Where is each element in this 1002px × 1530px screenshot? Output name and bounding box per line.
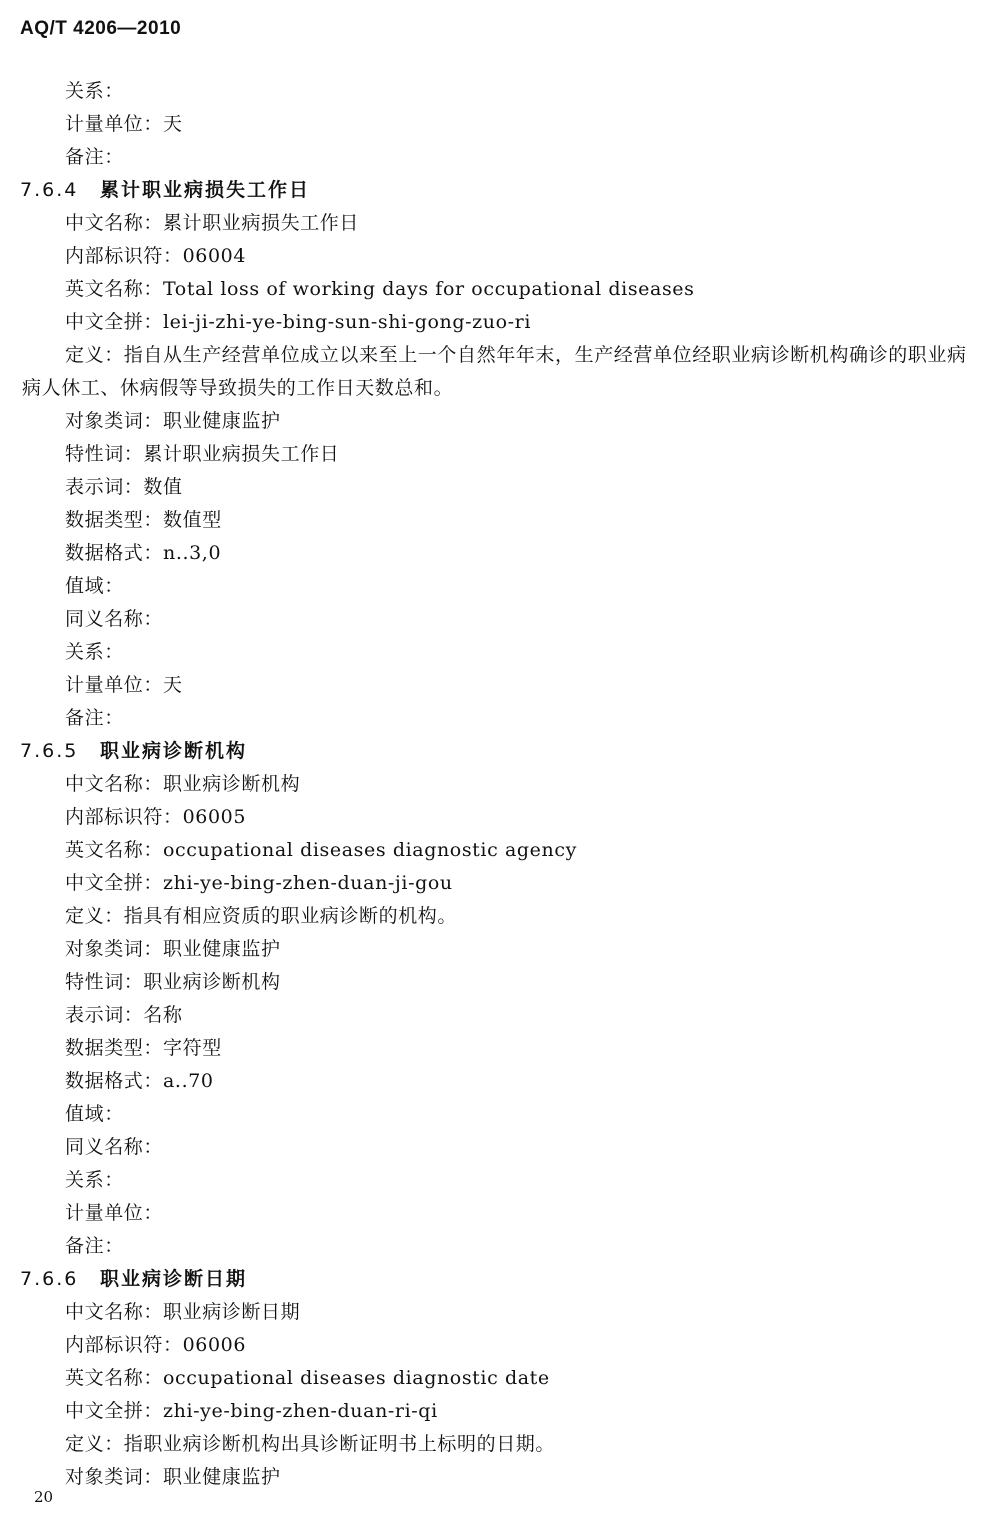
text-line: 值域： (65, 1103, 124, 1125)
text-line: 内部标识符：06004 (65, 245, 247, 267)
text-line: 表示词：名称 (65, 1004, 183, 1026)
section-number: 7.6.4 (20, 179, 79, 201)
text-line: 中文名称：职业病诊断机构 (65, 773, 301, 795)
text-line: 内部标识符：06005 (65, 806, 247, 828)
definition-paragraph: 定义：指自从生产经营单位成立以来至上一个自然年年末，生产经营单位经职业病诊断机构确诊的职业病病人休工、休病假等导致损失的工作日天数总和。 (22, 344, 967, 399)
section-title: 累计职业病损失工作日 (100, 179, 311, 201)
section-title: 职业病诊断机构 (100, 740, 248, 762)
text-line: 中文全拼：lei-ji-zhi-ye-bing-sun-shi-gong-zuo-ri (65, 311, 532, 333)
text-line: 同义名称： (65, 1136, 164, 1158)
text-line: 中文全拼：zhi-ye-bing-zhen-duan-ri-qi (65, 1400, 438, 1422)
text-line: 对象类词：职业健康监护 (65, 938, 281, 960)
text-line: 计量单位：天 (65, 674, 183, 696)
text-line: 数据类型：数值型 (65, 509, 222, 531)
text-line: 数据格式：a..70 (65, 1070, 214, 1092)
text-line: 定义：指职业病诊断机构出具诊断证明书上标明的日期。 (65, 1433, 556, 1455)
text-line: 备注： (65, 1235, 124, 1257)
text-line: 备注： (65, 707, 124, 729)
text-line: 表示词：数值 (65, 476, 183, 498)
text-line: 计量单位：天 (65, 113, 183, 135)
standard-code-header: AQ/T 4206—2010 (20, 18, 182, 39)
text-line: 备注： (65, 146, 124, 168)
section-number: 7.6.6 (20, 1268, 79, 1290)
text-line: 关系： (65, 80, 124, 102)
text-line: 特性词：累计职业病损失工作日 (65, 443, 340, 465)
section-heading (0, 1263, 1002, 1296)
section-heading (0, 174, 1002, 207)
page-number: 20 (34, 1488, 54, 1506)
text-line: 同义名称： (65, 608, 164, 630)
text-line: 中文全拼：zhi-ye-bing-zhen-duan-ji-gou (65, 872, 453, 894)
text-line: 关系： (65, 1169, 124, 1191)
section-number: 7.6.5 (20, 740, 79, 762)
text-line: 英文名称：occupational diseases diagnostic date (65, 1367, 550, 1389)
text-line: 关系： (65, 641, 124, 663)
text-line: 计量单位： (65, 1202, 164, 1224)
text-line: 内部标识符：06006 (65, 1334, 247, 1356)
text-line: 英文名称：occupational diseases diagnostic agency (65, 839, 577, 861)
document-body (0, 75, 1002, 1494)
text-line: 中文名称：累计职业病损失工作日 (65, 212, 360, 234)
text-line: 对象类词：职业健康监护 (65, 410, 281, 432)
text-line: 英文名称：Total loss of working days for occupational diseases (65, 278, 695, 300)
text-line: 对象类词：职业健康监护 (65, 1466, 281, 1488)
text-line: 数据类型：字符型 (65, 1037, 222, 1059)
text-line: 定义：指具有相应资质的职业病诊断的机构。 (65, 905, 458, 927)
text-line: 特性词：职业病诊断机构 (65, 971, 281, 993)
text-line: 中文名称：职业病诊断日期 (65, 1301, 301, 1323)
section-heading (0, 735, 1002, 768)
text-line: 值域： (65, 575, 124, 597)
text-line: 数据格式：n..3,0 (65, 542, 222, 564)
section-title: 职业病诊断日期 (100, 1268, 248, 1290)
